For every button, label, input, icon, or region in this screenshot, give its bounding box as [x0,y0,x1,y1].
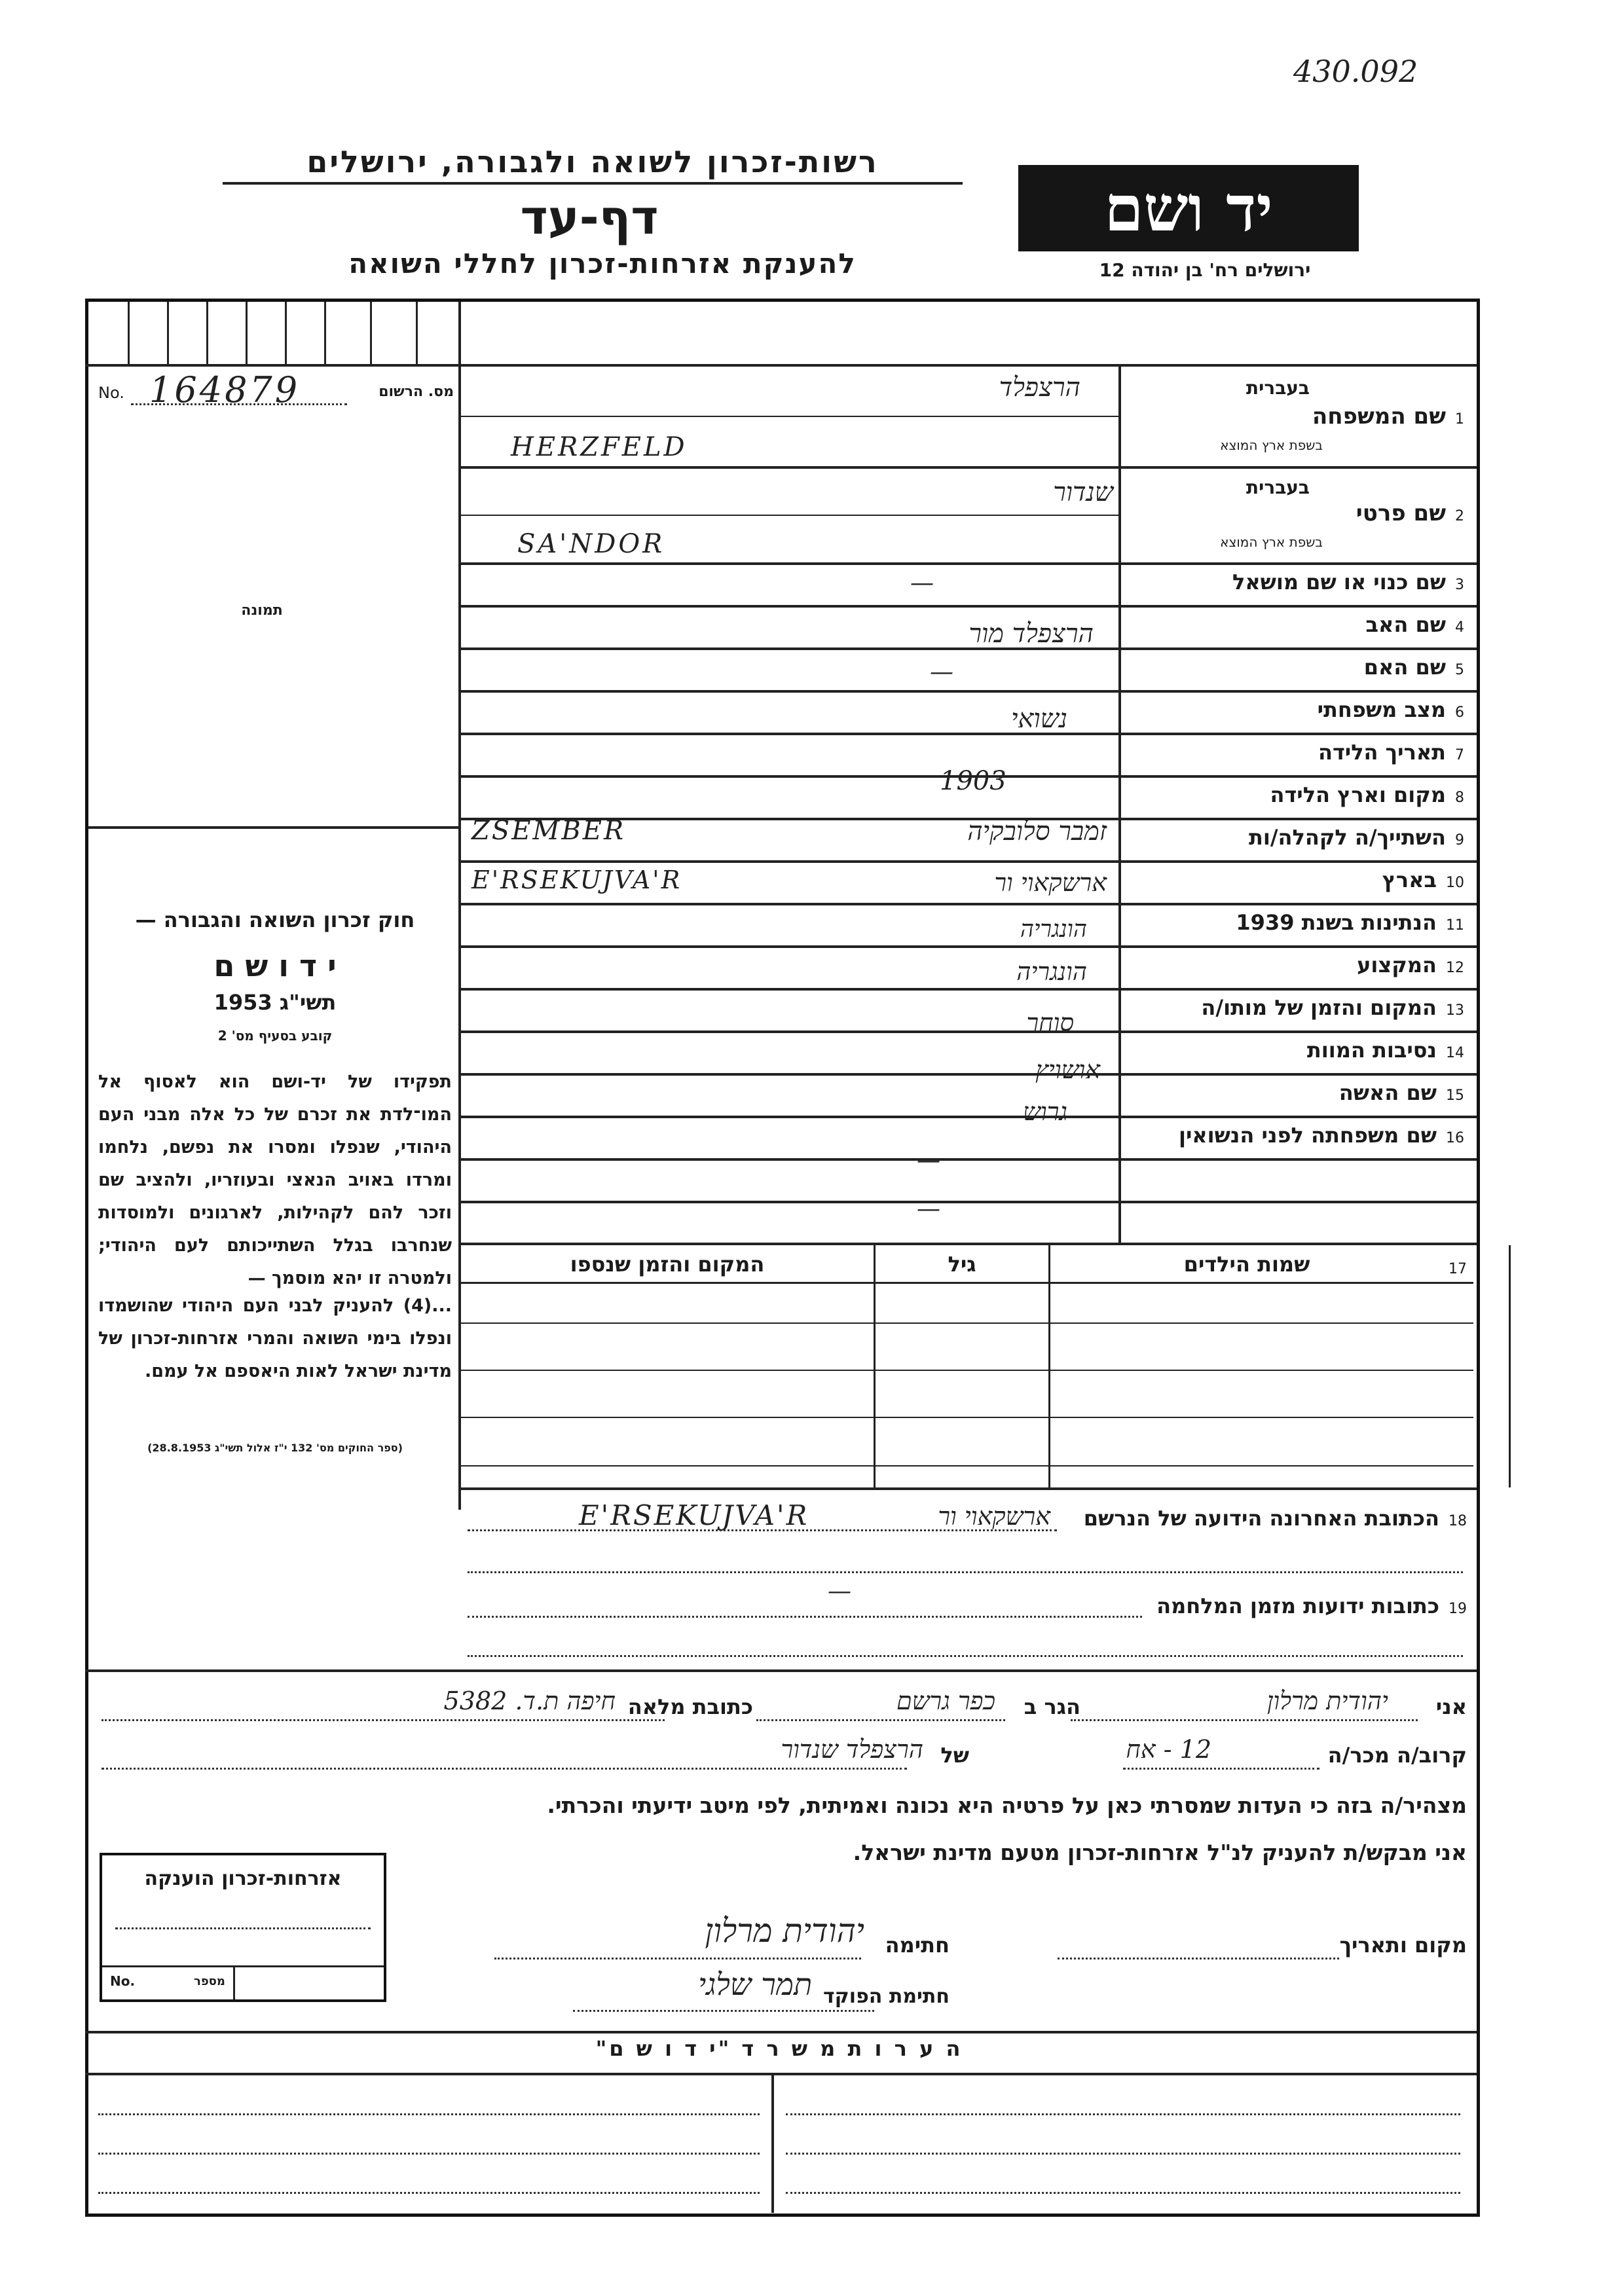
logo-text: יד ושם [1104,171,1273,246]
law-title: חוק זכרון השואה והגבורה — [135,907,415,932]
field-11-value: הונגריה [1016,957,1087,986]
field-2-latin-value: SA'NDOR [517,529,665,559]
field-6-value: נשואי [1010,704,1067,734]
field-8-hebrew-value: זמבר סלובקיה [967,816,1107,847]
request-text: אני מבקש/ת להעניק לנ"ל אזרחות-זכרון מטעם מדינת ישראל. [853,1840,1467,1865]
declaration-text: מצהיר/ה בזה כי העדות שמסרתי כאן על פרטיה היא נכונה ואמיתית, לפי מיטב ידיעתי והכרתי. [547,1793,1467,1818]
field-7-value: 1903 [940,766,1006,796]
field-13-label: המקום והזמן של מותו/ה [1201,995,1437,1020]
registration [97,369,454,414]
declarant-of-label: של [940,1743,969,1768]
declarant-i-label: אני [1435,1694,1467,1719]
field-3-num: 3 [1455,577,1464,593]
field-1-label: שם המשפחה [1312,403,1446,429]
declarant-name: יהודית מרלון [1266,1686,1388,1715]
field-9-num: 9 [1455,832,1464,848]
declarant-resides: כפר גרשם [896,1686,995,1715]
field-18-label: הכתובת האחרונה הידועה של הנרשם [1083,1506,1439,1531]
field-16-num: 16 [1446,1130,1464,1146]
field-14-label: נסיבות המוות [1306,1038,1437,1063]
field-13-num: 13 [1446,1002,1464,1019]
field-6-label: מצב משפחתי [1317,697,1446,722]
field-6-num: 6 [1455,704,1464,721]
field-2-num: 2 [1455,508,1464,524]
office-notes-title: ה ע ר ו ת מ ש ר ד "י ד ו ש ם" [595,2036,963,2061]
field-3-value: — [910,570,934,596]
declarant-address-label: כתובת מלאה [627,1694,753,1719]
field-18-latin-value: E'RSEKUJVA'R [579,1499,809,1531]
declarant-signature: יהודית מרלון [705,1912,864,1950]
children-table [461,1245,1473,1487]
field-8-latin-value: ZSEMBER [471,816,626,846]
stamp-number-label: מספר [194,1975,225,1988]
field-19-label: כתובות ידועות מזמן המלחמה [1156,1594,1439,1618]
declarant-resides-label: הגר ב [1024,1694,1080,1719]
children-col-place: המקום והזמן שנספו [570,1252,765,1277]
field-15-num: 15 [1446,1087,1464,1104]
field-1-num: 1 [1455,411,1464,428]
hebrew-label-1: בעברית [1246,377,1310,399]
field-9-label: השתייך/ה לקהלה/ות [1248,825,1446,850]
yad-vashem-logo [1018,165,1359,251]
field-9-hebrew-value: ארשקאוי ור [994,868,1107,897]
field-14-value: גרוש [1023,1097,1067,1126]
field-8-label: מקום וארץ הלידה [1270,782,1446,807]
field-5-value: — [930,659,953,685]
last-address-row [461,1490,1473,1667]
field-5-label: שם האם [1363,655,1446,680]
field-13-value: אושויץ [1035,1055,1100,1084]
field-10-value: הונגריה [1020,916,1087,943]
field-19-value: — [828,1578,851,1605]
field-2-hebrew-value: שנדור [1053,477,1113,507]
form-subtitle: להענקת אזרחות-זכרון לחללי השואה [348,247,857,280]
stamp-no-label: No. [110,1973,136,1989]
place-date-label: מקום ותאריך [1339,1933,1467,1958]
law-footnote: (ספר החוקים מס' 132 י"ז אלול תשי"ג 28.8.1953) [147,1442,403,1454]
field-5-num: 5 [1455,662,1464,678]
field-12-label: המקצוע [1357,953,1437,977]
field-10-label: בארץ [1382,867,1437,892]
law-year: תשי"ג 1953 [213,990,337,1015]
field-12-value: סוחר [1026,1008,1074,1037]
field-18-hebrew-value: ארשקאוי ור [938,1502,1050,1531]
archive-number: 430.092 [1293,54,1418,89]
field-4-label: שם האב [1365,612,1446,637]
children-col-age: גיל [948,1252,976,1277]
law-section: קובע בסעיף מס' 2 [217,1028,333,1044]
hebrew-label-2: בעברית [1246,477,1310,498]
field-3-label: שם כנוי או שם מושאל [1232,570,1446,594]
form-title: דף-עד [520,190,659,245]
field-15-value: — [917,1147,940,1174]
stamp-title: אזרחות-זכרון הוענקה [144,1867,342,1890]
field-16-value: — [917,1195,940,1222]
registration-number: 164879 [149,369,301,410]
field-7-num: 7 [1455,747,1464,763]
law-name: י ד ו ש ם [213,948,337,983]
officer-signature: תמר שלגי [698,1967,812,2002]
field-11-num: 11 [1446,917,1464,934]
declarant-relation: 12 - אח [1126,1735,1211,1764]
signature-label: חתימה [885,1933,950,1958]
field-7-label: תאריך הלידה [1318,740,1446,765]
field-12-num: 12 [1446,960,1464,976]
registration-no-label: No. [98,384,124,402]
logo-address: ירושלים רח' בן יהודה 12 [1099,259,1311,281]
authority-title: רשות-זכרון לשואה ולגבורה, ירושלים [223,144,963,185]
photo-label: תמונה [241,602,283,619]
field-11-label: הנתינות בשנת 1939 [1236,910,1437,935]
field-8-num: 8 [1455,790,1464,806]
origin-label-2: בשפת ארץ המוצא [1220,534,1323,550]
law-text-1: תפקידו של יד-ושם הוא לאסוף אל המו־לדת את זכרם של כל אלה מבני העם היהודי, שנפלו ומסרו את נפשם, נלחמו ומרדו באויב הנאצי ובעוזריו, ולהציב שם וזכר להם לקהילות, לארגונים ולמוסדות שנחרבו בגלל השתייכותם לעם היהודי; ולמטרה זו יהא מוסמך — [98,1072,452,1288]
field-4-num: 4 [1455,619,1464,636]
children-col-names: שמות הילדים [1183,1252,1310,1277]
declarant-relative-label: קרוב/ה מכר/ה [1327,1743,1467,1768]
children-num: 17 [1449,1261,1467,1277]
office-boxes [88,302,462,364]
field-16-label: שם משפחתה לפני הנשואין [1178,1123,1437,1148]
field-15-label: שם האשה [1338,1080,1437,1105]
field-10-num: 10 [1446,875,1464,891]
registration-label: מס. הרשום [378,384,454,400]
origin-label-1: בשפת ארץ המוצא [1220,437,1323,453]
law-text-2: ...(4) להעניק לבני העם היהודי שהושמדו ונפלו בימי השואה והמרי אזרחות-זכרון של מדינת ישראל לאות היאספם אל עמם. [98,1296,452,1381]
officer-label: חתימת הפוקד [823,1985,950,2008]
field-4-value: הרצפלד מור [969,619,1094,649]
field-14-num: 14 [1446,1045,1464,1061]
field-9-latin-value: E'RSEKUJVA'R [471,866,682,894]
field-19-num: 19 [1449,1601,1467,1617]
declarant-of-value: הרצפלד שנדור [781,1735,923,1764]
declarant-address: חיפה ת.ד. 5382 [443,1686,616,1715]
citizenship-stamp-box [100,1853,386,2002]
field-1-hebrew-value: הרצפלד [999,373,1080,403]
field-2-label: שם פרטי [1356,500,1446,526]
field-1-latin-value: HERZFELD [511,432,688,462]
field-18-num: 18 [1449,1513,1467,1529]
